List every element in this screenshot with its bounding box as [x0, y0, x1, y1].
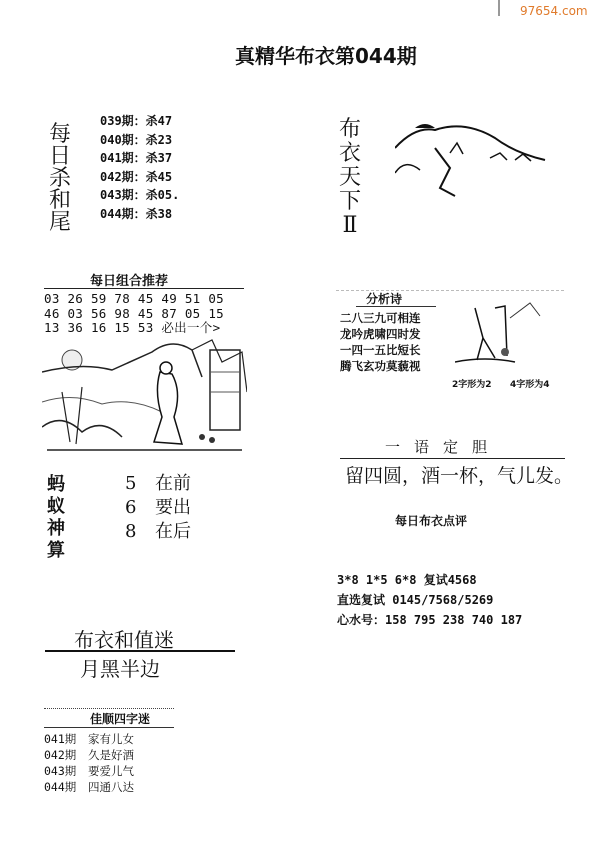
review-title: 每日布衣点评	[395, 514, 468, 528]
review-line: 3*8 1*5 6*8 复试4568	[337, 573, 477, 587]
ant-row: 6 要出	[125, 497, 191, 518]
yiyu-divider	[340, 458, 565, 459]
kill-row: 039期：杀47	[100, 114, 173, 128]
yiyu-title: 一语定胆	[385, 438, 502, 456]
combo-rows	[44, 292, 224, 336]
ant-row: 5 在前	[125, 473, 191, 494]
hezhi-divider	[45, 650, 235, 652]
ant-row: 8 在后	[125, 521, 191, 542]
poem-title: 分析诗	[366, 292, 403, 306]
kill-row: 044期：杀38	[100, 206, 173, 221]
shape-note-1: 2字形为2	[452, 380, 492, 390]
four-char-rows	[44, 731, 134, 795]
review-line: 直选复试 0145/7568/5269	[337, 593, 494, 607]
poem-line: 龙吟虎啸四时发	[340, 327, 421, 341]
review-line: 心水号：158 795 238 740 187	[337, 613, 523, 627]
ant-calc-label: 蚂蚁神算	[47, 474, 65, 561]
combo-row: 13 36 16 15 53 必出一个>	[44, 320, 221, 335]
four-char-underline	[44, 727, 174, 728]
watermark-divider	[498, 0, 500, 16]
poem-line: 腾飞玄功莫藐视	[340, 359, 421, 373]
combo-divider	[44, 288, 244, 289]
hezhi-title: 布衣和值迷	[74, 628, 174, 652]
four-char-divider	[44, 708, 174, 709]
kill-row: 040期：杀23	[100, 132, 173, 147]
four-char-title: 佳顺四字迷	[90, 712, 151, 726]
buyi-tianxia-label: 布衣天下Ⅱ	[338, 117, 361, 238]
kill-row: 043期：杀05.	[100, 188, 180, 202]
combo-title: 每日组合推荐	[90, 274, 169, 289]
kill-row: 042期：杀45	[100, 169, 173, 184]
figure-sketch-illustration	[455, 298, 555, 368]
ant-calc-rows	[125, 472, 191, 544]
shape-note-2: 4字形为4	[510, 380, 550, 390]
four-char-row: 044期 四通八达	[44, 780, 134, 794]
page-title: 真精华布衣第044期	[235, 44, 417, 68]
yiyu-answer: 留四圆，酒一杯，气儿发。	[345, 465, 574, 487]
poem-underline	[356, 306, 436, 307]
poem-line: 一四一五比短长	[340, 343, 421, 357]
combo-row: 46 03 56 98 45 87 05 15	[44, 305, 224, 321]
kill-row: 041期：杀37	[100, 151, 173, 165]
four-char-row: 042期 久是好酒	[44, 748, 134, 762]
four-char-row: 041期 家有儿女	[44, 732, 134, 746]
daily-kill-label: 每日杀和尾	[48, 122, 71, 235]
reader-landscape-illustration	[42, 332, 247, 462]
combo-row: 03 26 59 78 45 49 51 05	[44, 291, 224, 306]
hezhi-answer: 月黑半边	[80, 657, 160, 681]
four-char-row: 043期 要爱儿气	[44, 764, 134, 778]
daily-kill-list	[100, 112, 179, 223]
poem-lines	[340, 310, 421, 374]
watermark: 97654.com	[520, 4, 588, 18]
mountain-illustration	[395, 118, 555, 200]
review-numbers	[337, 570, 522, 630]
poem-line: 二八三九可相连	[340, 311, 421, 325]
